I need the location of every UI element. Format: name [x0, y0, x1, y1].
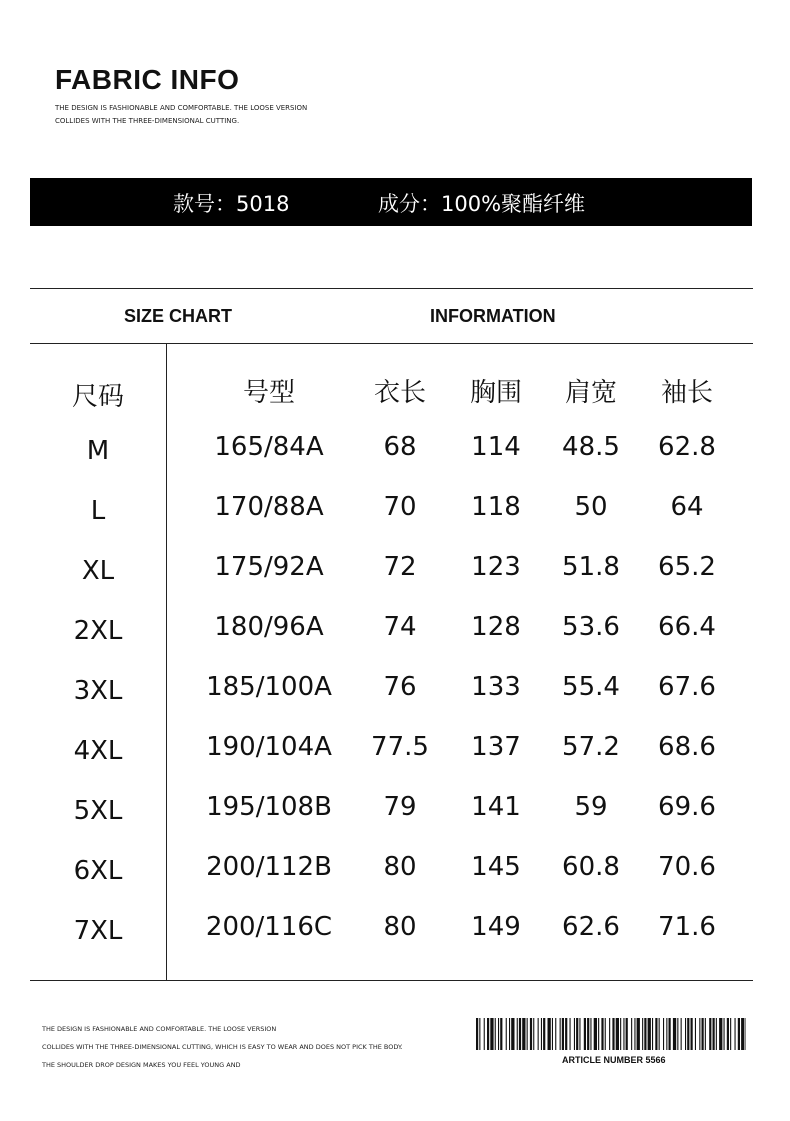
column-divider	[166, 344, 167, 981]
table-cell: 165/84A	[214, 432, 324, 462]
table-cell: 128	[471, 612, 521, 642]
size-chart-heading: SIZE CHART	[124, 306, 232, 326]
column-header: 号型	[242, 378, 296, 408]
table-cell: 76	[383, 672, 417, 702]
table-cell: 74	[383, 612, 417, 642]
table-cell: 141	[471, 792, 521, 822]
table-cell: 72	[383, 552, 417, 582]
table-cell: 149	[471, 912, 521, 942]
composition: 成分：100%聚酯纤维	[378, 192, 586, 216]
barcode-icon	[476, 1018, 746, 1050]
size-label: L	[90, 496, 106, 526]
subtitle-line: THE DESIGN IS FASHIONABLE AND COMFORTABLE. THE LOOSE VERSION	[55, 104, 308, 112]
table-cell: 79	[383, 792, 417, 822]
table-cell: 170/88A	[214, 492, 324, 522]
table-cell: 118	[471, 492, 521, 522]
table-cell: 80	[383, 912, 417, 942]
table-cell: 69.6	[658, 792, 716, 822]
table-cell: 51.8	[562, 552, 620, 582]
header-rule	[30, 343, 753, 344]
table-cell: 48.5	[562, 432, 620, 462]
table-cell: 185/100A	[206, 672, 332, 702]
table-cell: 53.6	[562, 612, 620, 642]
column-header: 尺码	[71, 382, 125, 412]
spec-bar	[30, 178, 752, 226]
table-cell: 68	[383, 432, 417, 462]
table-cell: 62.6	[562, 912, 620, 942]
footer-line: THE SHOULDER DROP DESIGN MAKES YOU FEEL YOUNG AND	[42, 1061, 241, 1069]
page-title: FABRIC INFO	[55, 64, 240, 95]
column-header: 袖长	[660, 378, 714, 408]
column-header: 肩宽	[564, 378, 618, 408]
information-heading: INFORMATION	[430, 306, 556, 326]
table-cell: 59	[574, 792, 608, 822]
size-label: 6XL	[73, 856, 123, 886]
table-cell: 123	[471, 552, 521, 582]
footer-line: COLLIDES WITH THE THREE-DIMENSIONAL CUTTING, WHICH IS EASY TO WEAR AND DOES NOT PICK THE BODY.	[42, 1043, 403, 1051]
table-cell: 65.2	[658, 552, 716, 582]
size-label: XL	[81, 556, 115, 586]
size-label: 3XL	[73, 676, 123, 706]
table-bottom-rule	[30, 980, 753, 981]
size-label: 4XL	[73, 736, 123, 766]
size-label: 7XL	[73, 916, 123, 946]
table-cell: 200/112B	[206, 852, 332, 882]
table-cell: 137	[471, 732, 521, 762]
footer-description	[42, 1020, 403, 1074]
table-top-rule	[30, 288, 753, 289]
table-cell: 77.5	[371, 732, 429, 762]
table-cell: 175/92A	[214, 552, 324, 582]
table-cell: 57.2	[562, 732, 620, 762]
table-cell: 180/96A	[214, 612, 324, 642]
table-cell: 71.6	[658, 912, 716, 942]
subtitle-line: COLLIDES WITH THE THREE-DIMENSIONAL CUTTING.	[55, 117, 240, 125]
table-cell: 200/116C	[205, 912, 333, 942]
footer-line: THE DESIGN IS FASHIONABLE AND COMFORTABLE. THE LOOSE VERSION	[42, 1025, 277, 1033]
table-cell: 114	[471, 432, 521, 462]
table-cell: 68.6	[658, 732, 716, 762]
size-label: 2XL	[73, 616, 123, 646]
size-label: M	[86, 436, 110, 466]
table-cell: 190/104A	[206, 732, 332, 762]
table-cell: 145	[471, 852, 521, 882]
table-cell: 50	[574, 492, 608, 522]
table-cell: 70.6	[658, 852, 716, 882]
size-label: 5XL	[73, 796, 123, 826]
article-number: ARTICLE NUMBER 5566	[562, 1055, 666, 1065]
table-cell: 60.8	[562, 852, 620, 882]
table-cell: 80	[383, 852, 417, 882]
table-cell: 67.6	[658, 672, 716, 702]
column-header: 胸围	[469, 378, 523, 408]
table-cell: 55.4	[562, 672, 620, 702]
header-description	[55, 102, 307, 128]
table-cell: 62.8	[658, 432, 716, 462]
table-cell: 64	[670, 492, 704, 522]
table-cell: 70	[383, 492, 417, 522]
table-cell: 133	[471, 672, 521, 702]
table-cell: 66.4	[658, 612, 716, 642]
column-header: 衣长	[373, 378, 427, 408]
style-number: 款号：5018	[173, 192, 290, 216]
table-cell: 195/108B	[206, 792, 332, 822]
